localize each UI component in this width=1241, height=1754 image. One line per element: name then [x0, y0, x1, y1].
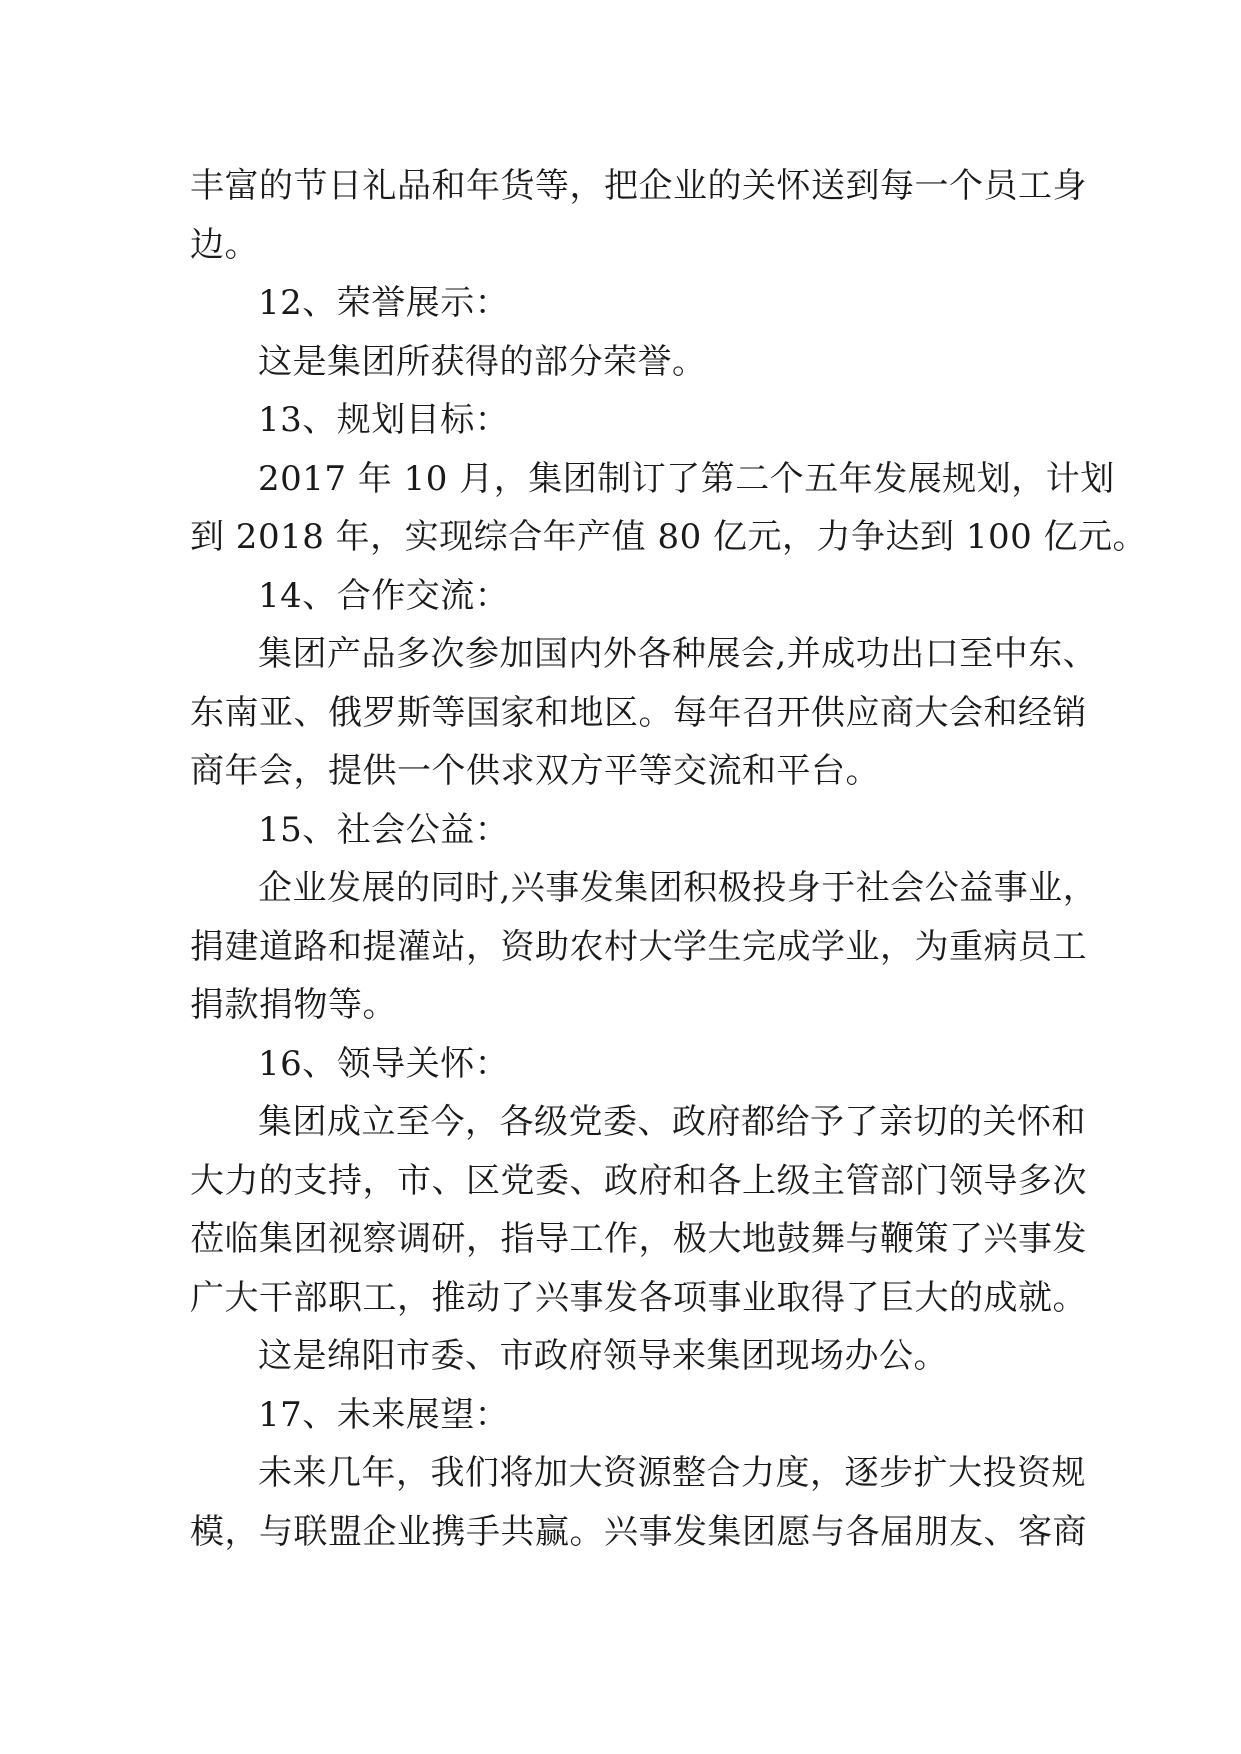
body-line: 模，与联盟企业携手共赢。兴事发集团愿与各届朋友、客商: [190, 1511, 1087, 1552]
body-line: 到 2018 年，实现综合年产值 80 亿元，力争达到 100 亿元。: [190, 517, 1148, 557]
body-line: 东南亚、俄罗斯等国家和地区。每年召开供应商大会和经销: [190, 692, 1087, 733]
section-heading-cooperation: 14、合作交流：: [258, 575, 510, 616]
body-line: 丰富的节日礼品和年货等，把企业的关怀送到每一个员工身: [190, 166, 1087, 206]
body-line: 商年会，提供一个供求双方平等交流和平台。: [190, 751, 880, 791]
document-body: [190, 157, 1148, 1561]
body-line: 大力的支持，市、区党委、政府和各上级主管部门领导多次: [190, 1160, 1087, 1201]
body-line: 边。: [190, 224, 259, 265]
section-heading-planning: 13、规划目标：: [258, 400, 510, 440]
section-heading-honors: 12、荣誉展示：: [258, 283, 510, 323]
body-line: 广大干部职工，推动了兴事发各项事业取得了巨大的成就。: [190, 1277, 1087, 1318]
section-heading-public-welfare: 15、社会公益：: [258, 809, 510, 850]
section-heading-leadership: 16、领导关怀：: [258, 1043, 510, 1084]
section-heading-outlook: 17、未来展望：: [258, 1394, 510, 1435]
body-line: 这是集团所获得的部分荣誉。: [258, 341, 707, 382]
body-line: 莅临集团视察调研，指导工作，极大地鼓舞与鞭策了兴事发: [190, 1219, 1087, 1259]
body-line: 集团成立至今，各级党委、政府都给予了亲切的关怀和: [258, 1102, 1086, 1142]
body-line: 这是绵阳市委、市政府领导来集团现场办公。: [258, 1336, 948, 1376]
body-line: 捐建道路和提灌站，资助农村大学生完成学业，为重病员工: [190, 926, 1087, 967]
body-line: 集团产品多次参加国内外各种展会,并成功出口至中东、: [258, 634, 1098, 674]
body-line: 未来几年，我们将加大资源整合力度，逐步扩大投资规: [258, 1453, 1086, 1493]
body-line: 企业发展的同时,兴事发集团积极投身于社会公益事业，: [258, 868, 1098, 908]
body-line: 2017 年 10 月，集团制订了第二个五年发展规划，计划: [258, 458, 1115, 499]
body-line: 捐款捐物等。: [190, 985, 397, 1025]
